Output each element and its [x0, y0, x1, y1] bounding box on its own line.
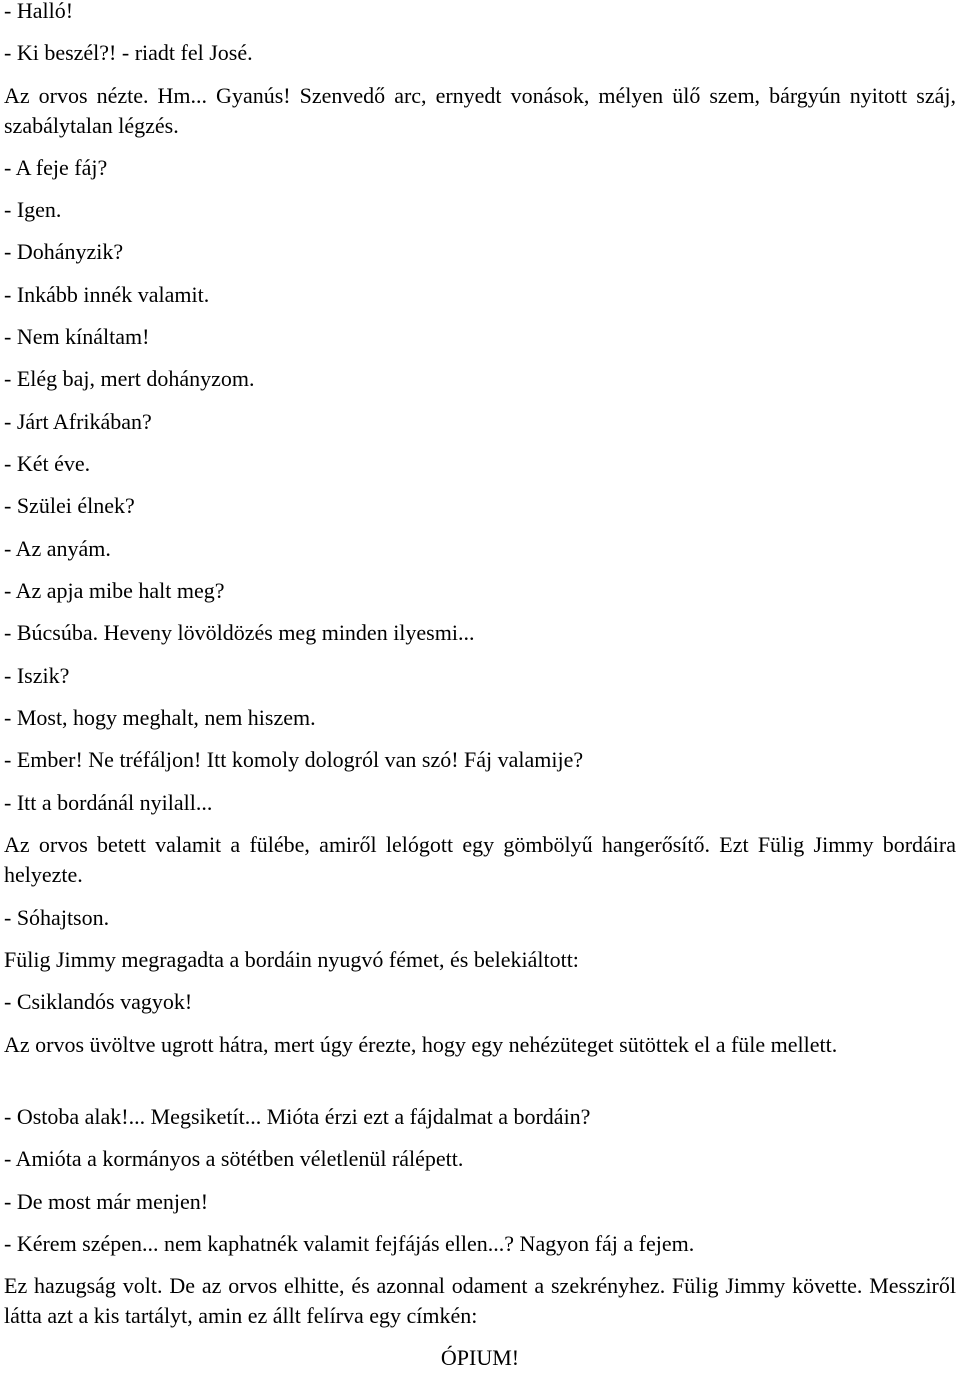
line-fejfajas: - Kérem szépen... nem kaphatnék valamit fejfájás ellen...? Nagyon fáj a fejem.	[4, 1231, 695, 1256]
line-szulei: - Szülei élnek?	[4, 493, 135, 518]
line-sohajtson: - Sóhajtson.	[4, 905, 110, 930]
paragraph-hangerosito: Az orvos betett valamit a fülébe, amiről lelógott egy gömbölyű hangerősítő. Ezt Fülig Jimmy bordáira helyezte.	[4, 832, 956, 887]
paragraph-uvoltve: Az orvos üvöltve ugrott hátra, mert úgy érezte, hogy egy nehézüteget sütöttek el a füle mellett.	[4, 1032, 838, 1057]
line-most-hogy: - Most, hogy meghalt, nem hiszem.	[4, 705, 316, 730]
line-iszik: - Iszik?	[4, 663, 70, 688]
line-megragadta: Fülig Jimmy megragadta a bordáin nyugvó fémet, és belekiáltott:	[4, 947, 579, 972]
line-dohanyzik: - Dohányzik?	[4, 239, 124, 264]
line-ember: - Ember! Ne tréfáljon! Itt komoly dologról van szó! Fáj valamije?	[4, 747, 584, 772]
line-jart-afrikaban: - Járt Afrikában?	[4, 409, 152, 434]
line-ket-eve: - Két éve.	[4, 451, 91, 476]
line-nem-kinaltam: - Nem kínáltam!	[4, 324, 150, 349]
line-igen: - Igen.	[4, 197, 62, 222]
line-innek: - Inkább innék valamit.	[4, 282, 210, 307]
line-apja: - Az apja mibe halt meg?	[4, 578, 225, 603]
line-feje-faj: - A feje fáj?	[4, 155, 108, 180]
paragraph-orvos-nezte: Az orvos nézte. Hm... Gyanús! Szenvedő arc, ernyedt vonások, mélyen ülő szem, bárgyún nyitott száj, szabálytalan légzés.	[4, 83, 956, 138]
line-ostoba: - Ostoba alak!... Megsiketít... Mióta érzi ezt a fájdalmat a bordáin?	[4, 1104, 591, 1129]
line-az-anyam: - Az anyám.	[4, 536, 111, 561]
line-bordanal: - Itt a bordánál nyilall...	[4, 790, 213, 815]
paragraph-hazugsag: Ez hazugság volt. De az orvos elhitte, és azonnal odament a szekrényhez. Fülig Jimmy követte. Messziről látta azt a kis tartályt, amin ez állt felírva egy címkén:	[4, 1273, 956, 1328]
line-hallo: - Halló!	[4, 0, 74, 23]
line-menjen: - De most már menjen!	[4, 1189, 209, 1214]
line-bucsuba: - Búcsúba. Heveny lövöldözés meg minden ilyesmi...	[4, 620, 475, 645]
line-kormanyos: - Amióta a kormányos a sötétben véletlenül rálépett.	[4, 1146, 464, 1171]
line-eleg-baj: - Elég baj, mert dohányzom.	[4, 366, 255, 391]
line-csiklandos: - Csiklandós vagyok!	[4, 989, 193, 1014]
line-ki-beszel: - Ki beszél?! - riadt fel José.	[4, 40, 253, 65]
label-opium: ÓPIUM!	[440, 1345, 520, 1370]
